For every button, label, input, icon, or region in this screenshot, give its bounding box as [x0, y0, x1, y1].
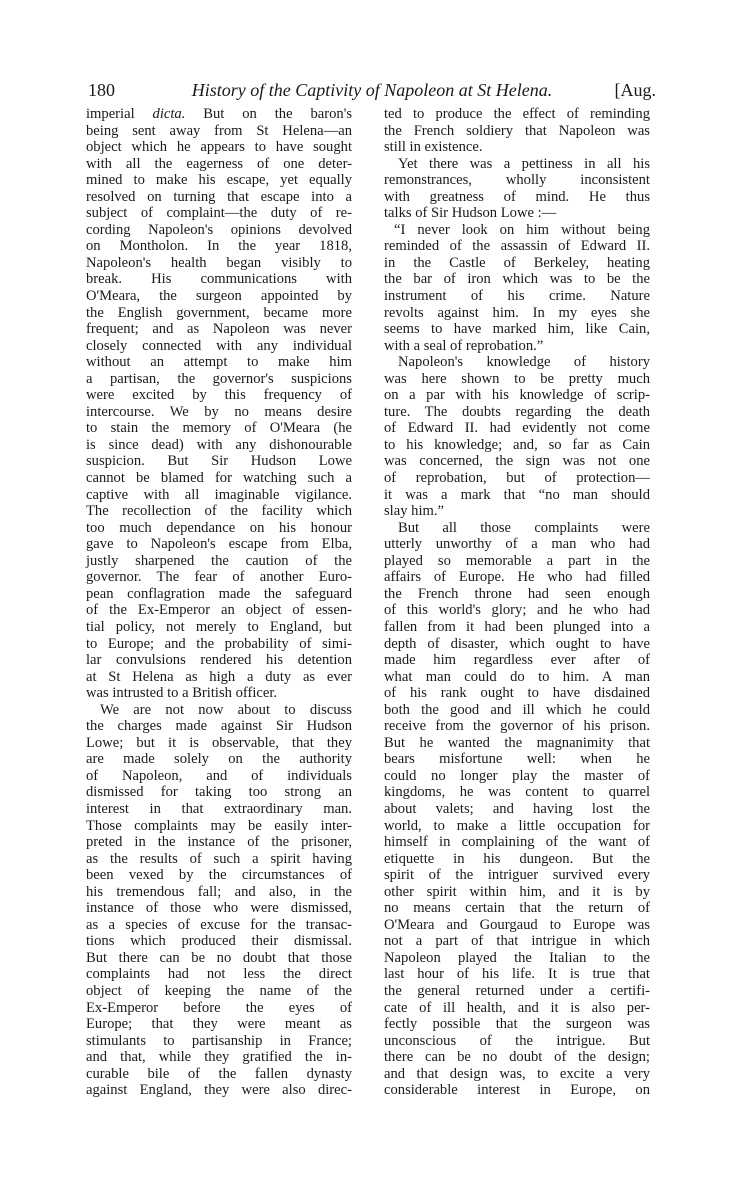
text-line: But all those complaints were	[398, 519, 650, 536]
text-line: are made solely on the authority	[86, 751, 352, 768]
text-line: Europe; that they were meant as	[86, 1016, 352, 1033]
text-line: bears misfortune well: when he	[384, 751, 650, 768]
text-line: and that design was, to excite a very	[384, 1065, 650, 1082]
text-line: lar convulsions rendered his detention	[86, 652, 352, 669]
text-line: without an attempt to make him	[86, 354, 352, 371]
text-line: seems to have marked him, like Cain,	[384, 321, 650, 338]
text-line: remonstrances, wholly inconsistent	[384, 172, 650, 189]
text-line: ture. The doubts regarding the death	[384, 403, 650, 420]
text-line: could no longer play the master of	[384, 767, 650, 784]
text-line: the French throne had seen enough	[384, 585, 650, 602]
text-line: captive with all imaginable vigilance.	[86, 486, 352, 503]
text-line: Napoleon's health began visibly to	[86, 254, 352, 271]
text-line: not a part of that intrigue in which	[384, 933, 650, 950]
text-line: last hour of his life. It is true that	[384, 966, 650, 983]
text-line: closely connected with any individual	[86, 337, 352, 354]
text-line: resolved on turning that escape into a	[86, 188, 352, 205]
text-line: reminded of the assassin of Edward II.	[384, 238, 650, 255]
text-line: the French soldiery that Napoleon was	[384, 122, 650, 139]
text-line: The recollection of the facility which	[86, 503, 352, 520]
text-line: tions which produced their dismissal.	[86, 933, 352, 950]
text-line: imperial dicta. But on the baron's	[86, 106, 353, 122]
text-line: both the good and ill which he could	[384, 701, 650, 718]
text-line: cording Napoleon's opinions devolved	[86, 221, 352, 238]
text-line: of reprobation, but of protection—	[384, 470, 650, 487]
text-line: of this world's glory; and he who had	[384, 602, 650, 619]
text-line: We are not now about to discuss	[100, 701, 352, 718]
text-line: instance of those who were dismissed,	[86, 900, 352, 917]
text-line: intercourse. We by no means desire	[86, 403, 352, 420]
text-line: his tremendous fall; and also, in the	[86, 883, 352, 900]
text-line: Napoleon played the Italian to the	[384, 949, 650, 966]
running-date: [Aug.	[614, 80, 656, 100]
text-line: fectly possible that the surgeon was	[384, 1016, 650, 1033]
text-line: O'Meara and Gourgaud to Europe was	[384, 916, 650, 933]
text-line: in the Castle of Berkeley, heating	[384, 254, 650, 271]
text-line: there can be no doubt of the design;	[384, 1049, 650, 1066]
text-line: the English government, became more	[86, 304, 352, 321]
page-header	[88, 80, 656, 106]
text-line: what man could do to him. A man	[384, 668, 650, 685]
text-line: been vexed by the circumstances of	[86, 867, 352, 884]
text-line: Ex-Emperor before the eyes of	[86, 999, 352, 1016]
text-line: dismissed for taking too strong an	[86, 784, 352, 801]
text-line: as a species of excuse for the transac-	[86, 916, 352, 933]
text-line: unconscious of the intrigue. But	[384, 1032, 650, 1049]
text-line: object which he appears to have sought	[86, 139, 352, 156]
text-line: the general returned under a certifi-	[384, 982, 650, 999]
text-line: was here shown to be pretty much	[384, 370, 650, 387]
text-line: But there can be no doubt that those	[86, 949, 352, 966]
text-line: receive from the governor of his prison.	[384, 718, 650, 735]
text-line: other spirit within him, and it is by	[384, 883, 650, 900]
text-line: instrument of his crime. Nature	[384, 288, 650, 305]
text-line: Lowe; but it is observable, that they	[86, 734, 352, 751]
text-line: slay him.”	[384, 503, 444, 520]
text-line: fallen from it had been plunged into a	[384, 618, 650, 635]
text-line: too much dependance on his honour	[86, 519, 352, 536]
text-line: interest in that extraordinary man.	[86, 800, 352, 817]
text-line: affairs of Europe. He who had filled	[384, 569, 650, 586]
text-line: were excited by this frequency of	[86, 387, 352, 404]
text-line: spirit of the intriguer survived every	[384, 867, 650, 884]
text-line: himself in complaining of the want of	[384, 834, 650, 851]
text-line: cate of ill health, and it is also per-	[384, 999, 650, 1016]
text-line: was concerned, the sign was not one	[384, 453, 650, 470]
text-line: of the Ex-Emperor an object of essen-	[86, 602, 352, 619]
text-line: revolts against him. In my eyes she	[384, 304, 650, 321]
text-line: to stain the memory of O'Meara (he	[86, 420, 352, 437]
text-line: pean conflagration made the safeguard	[86, 585, 352, 602]
text-line: stimulants to partisanship in France;	[86, 1032, 352, 1049]
text-line: of Edward II. had evidently not come	[384, 420, 650, 437]
text-line: and that, while they gratified the in-	[86, 1049, 352, 1066]
text-line: of his rank ought to have disdained	[384, 685, 650, 702]
text-line: gave to Napoleon's escape from Elba,	[86, 536, 352, 553]
text-line: on Montholon. In the year 1818,	[86, 238, 352, 255]
text-line: as the results of such a spirit having	[86, 850, 352, 867]
text-line: to Europe; and the probability of simi-	[86, 635, 352, 652]
text-line: a partisan, the governor's suspicions	[86, 370, 352, 387]
text-line: the bar of iron which was to be the	[384, 271, 650, 288]
text-line: O'Meara, the surgeon appointed by	[86, 288, 352, 305]
text-line: governor. The fear of another Euro-	[86, 569, 352, 586]
text-line: utterly unworthy of a man who had	[384, 536, 650, 553]
text-line: at St Helena as high a duty as ever	[86, 668, 352, 685]
text-line: Those complaints may be easily inter-	[86, 817, 352, 834]
text-line: complaints had not less the direct	[86, 966, 352, 983]
right-column	[384, 106, 650, 1099]
text-line: cannot be blamed for watching such a	[86, 470, 352, 487]
text-line: curable bile of the fallen dynasty	[86, 1065, 352, 1082]
text-line: depth of disaster, which ought to have	[384, 635, 650, 652]
text-line: played so memorable a part in the	[384, 552, 650, 569]
text-line: it was a mark that “no man should	[384, 486, 650, 503]
text-line: of Napoleon, and of individuals	[86, 767, 352, 784]
text-line: But he wanted the magnanimity that	[384, 734, 650, 751]
text-line: with a seal of reprobation.”	[384, 337, 544, 354]
text-line: suspicion. But Sir Hudson Lowe	[86, 453, 352, 470]
text-line: made him regardless ever after of	[384, 652, 650, 669]
text-line: subject of complaint—the duty of re-	[86, 205, 352, 222]
text-line: to his knowledge; and, so far as Cain	[384, 436, 650, 453]
text-line: with all the eagerness of one deter-	[86, 155, 352, 172]
left-column	[86, 106, 352, 1099]
text-line: with greatness of mind. He thus	[384, 188, 650, 205]
page-number: 180	[88, 80, 115, 100]
text-line: “I never look on him without being	[394, 221, 650, 238]
text-line: mined to make his escape, yet equally	[86, 172, 352, 189]
text-line: Yet there was a pettiness in all his	[398, 155, 650, 172]
text-line: considerable interest in Europe, on	[384, 1082, 650, 1099]
text-line: against England, they were also direc-	[86, 1082, 352, 1099]
text-line: no means certain that the return of	[384, 900, 650, 917]
text-line: still in existence.	[384, 139, 483, 156]
text-line: being sent away from St Helena—an	[86, 122, 352, 139]
text-line: break. His communications with	[86, 271, 352, 288]
text-line: the charges made against Sir Hudson	[86, 718, 352, 735]
text-line: world, to make a little occupation for	[384, 817, 650, 834]
running-title: History of the Captivity of Napoleon at St Helena.	[191, 80, 553, 100]
text-line: is since dead) with any dishonourable	[86, 436, 352, 453]
text-line: etiquette in his dungeon. But the	[384, 850, 650, 867]
text-line: preted in the instance of the prisoner,	[86, 834, 352, 851]
text-line: Napoleon's knowledge of history	[398, 354, 650, 371]
text-line: tial policy, not merely to England, but	[86, 618, 352, 635]
text-line: ted to produce the effect of reminding	[384, 106, 650, 122]
text-line: on a par with his knowledge of scrip-	[384, 387, 650, 404]
text-line: justly sharpened the caution of the	[86, 552, 352, 569]
text-line: was intrusted to a British officer.	[86, 685, 278, 702]
text-line: talks of Sir Hudson Lowe :—	[384, 205, 557, 222]
text-line: object of keeping the name of the	[86, 982, 352, 999]
text-line: frequent; and as Napoleon was never	[86, 321, 352, 338]
text-line: about valets; and having lost the	[384, 800, 650, 817]
text-line: kingdoms, he was content to quarrel	[384, 784, 650, 801]
